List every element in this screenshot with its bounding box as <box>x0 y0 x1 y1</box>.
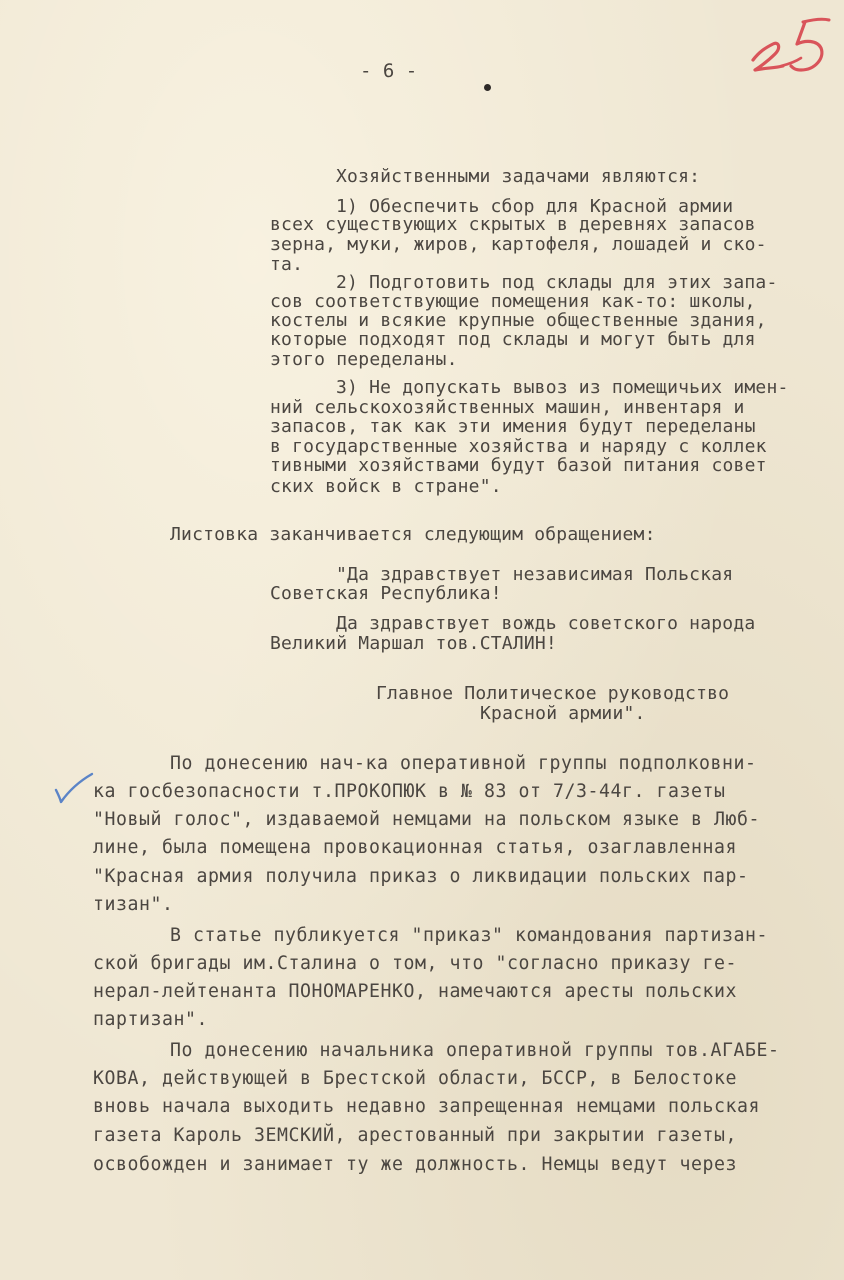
block2-intro: Листовка заканчивается следующим обращением: <box>170 524 656 545</box>
block3-line: "Красная армия получила приказ о ликвидации польских пар- <box>93 866 749 887</box>
block1-line: в государственные хозяйства и наряду с коллек <box>270 436 767 457</box>
block1-line: этого переделаны. <box>270 349 458 370</box>
ink-dot <box>484 84 491 91</box>
block3-line: ской бригады им.Сталина о том, что "согласно приказу ге- <box>93 953 737 974</box>
block1-line: запасов, так как эти имения будут переделаны <box>270 416 756 437</box>
block1-line: 3) Не допускать вывоз из помещичьих имен- <box>336 377 789 398</box>
block3-line: По донесению начальника оперативной группы тов.АГАБЕ- <box>170 1040 780 1061</box>
block1-line: зерна, муки, жиров, картофеля, лошадей и ско- <box>270 234 767 255</box>
block3-line: По донесению нач-ка оперативной группы подполковни- <box>170 753 757 774</box>
block3-line: тизан". <box>93 894 174 915</box>
block3-line: вновь начала выходить недавно запрещенная немцами польская <box>93 1096 760 1117</box>
block1-line: та. <box>270 254 304 275</box>
block1-line: тивными хозяйствами будут базой питания совет <box>270 455 767 476</box>
block1-line: 2) Подготовить под склады для этих запа- <box>336 272 778 293</box>
block3-line: В статье публикуется "приказ" командования партизан- <box>170 925 768 946</box>
block3-line: "Новый голос", издаваемой немцами на польском языке в Люб- <box>93 809 760 830</box>
handwritten-page-number <box>745 8 835 78</box>
block1-line: костелы и всякие крупные общественные здания, <box>270 310 767 331</box>
block3-line: КОВА, действующей в Брестской области, БССР, в Белостоке <box>93 1068 737 1089</box>
block1-line: ских войск в стране". <box>270 476 502 497</box>
page-number: - 6 - <box>360 60 418 82</box>
block1-line: всех существующих скрытых в деревнях запасов <box>270 214 756 235</box>
block2-line: "Да здравствует независимая Польская <box>336 564 734 585</box>
block2-line: Красной армии". <box>480 703 646 724</box>
block1-line: которые подходят под склады и могут быть для <box>270 329 756 350</box>
block1-line: сов соответствующие помещения как-то: школы, <box>270 291 756 312</box>
block2-line: Советская Республика! <box>270 583 502 604</box>
block3-line: лине, была помещена провокационная статья, озаглавленная <box>93 837 737 858</box>
block3-line: газета Кароль ЗЕМСКИЙ, арестованный при закрытии газеты, <box>93 1125 737 1146</box>
block2-line: Главное Политическое руководство <box>376 683 730 704</box>
blue-checkmark <box>52 770 96 806</box>
block2-line: Да здравствует вождь советского народа <box>336 613 756 634</box>
block1-line: 1) Обеспечить сбор для Красной армии <box>336 196 734 217</box>
block2-line: Великий Маршал тов.СТАЛИН! <box>270 633 557 654</box>
block1-line: ний сельскохозяйственных машин, инвентаря и <box>270 397 745 418</box>
block3-line: освобожден и занимает ту же должность. Немцы ведут через <box>93 1154 737 1175</box>
block3-line: партизан". <box>93 1009 208 1030</box>
block3-line: нерал-лейтенанта ПОНОМАРЕНКО, намечаются аресты польских <box>93 981 737 1002</box>
block3-line: ка госбезопасности т.ПРОКОПЮК в № 83 от 7/3-44г. газеты <box>93 781 726 802</box>
block1-heading: Хозяйственными задачами являются: <box>336 166 701 187</box>
